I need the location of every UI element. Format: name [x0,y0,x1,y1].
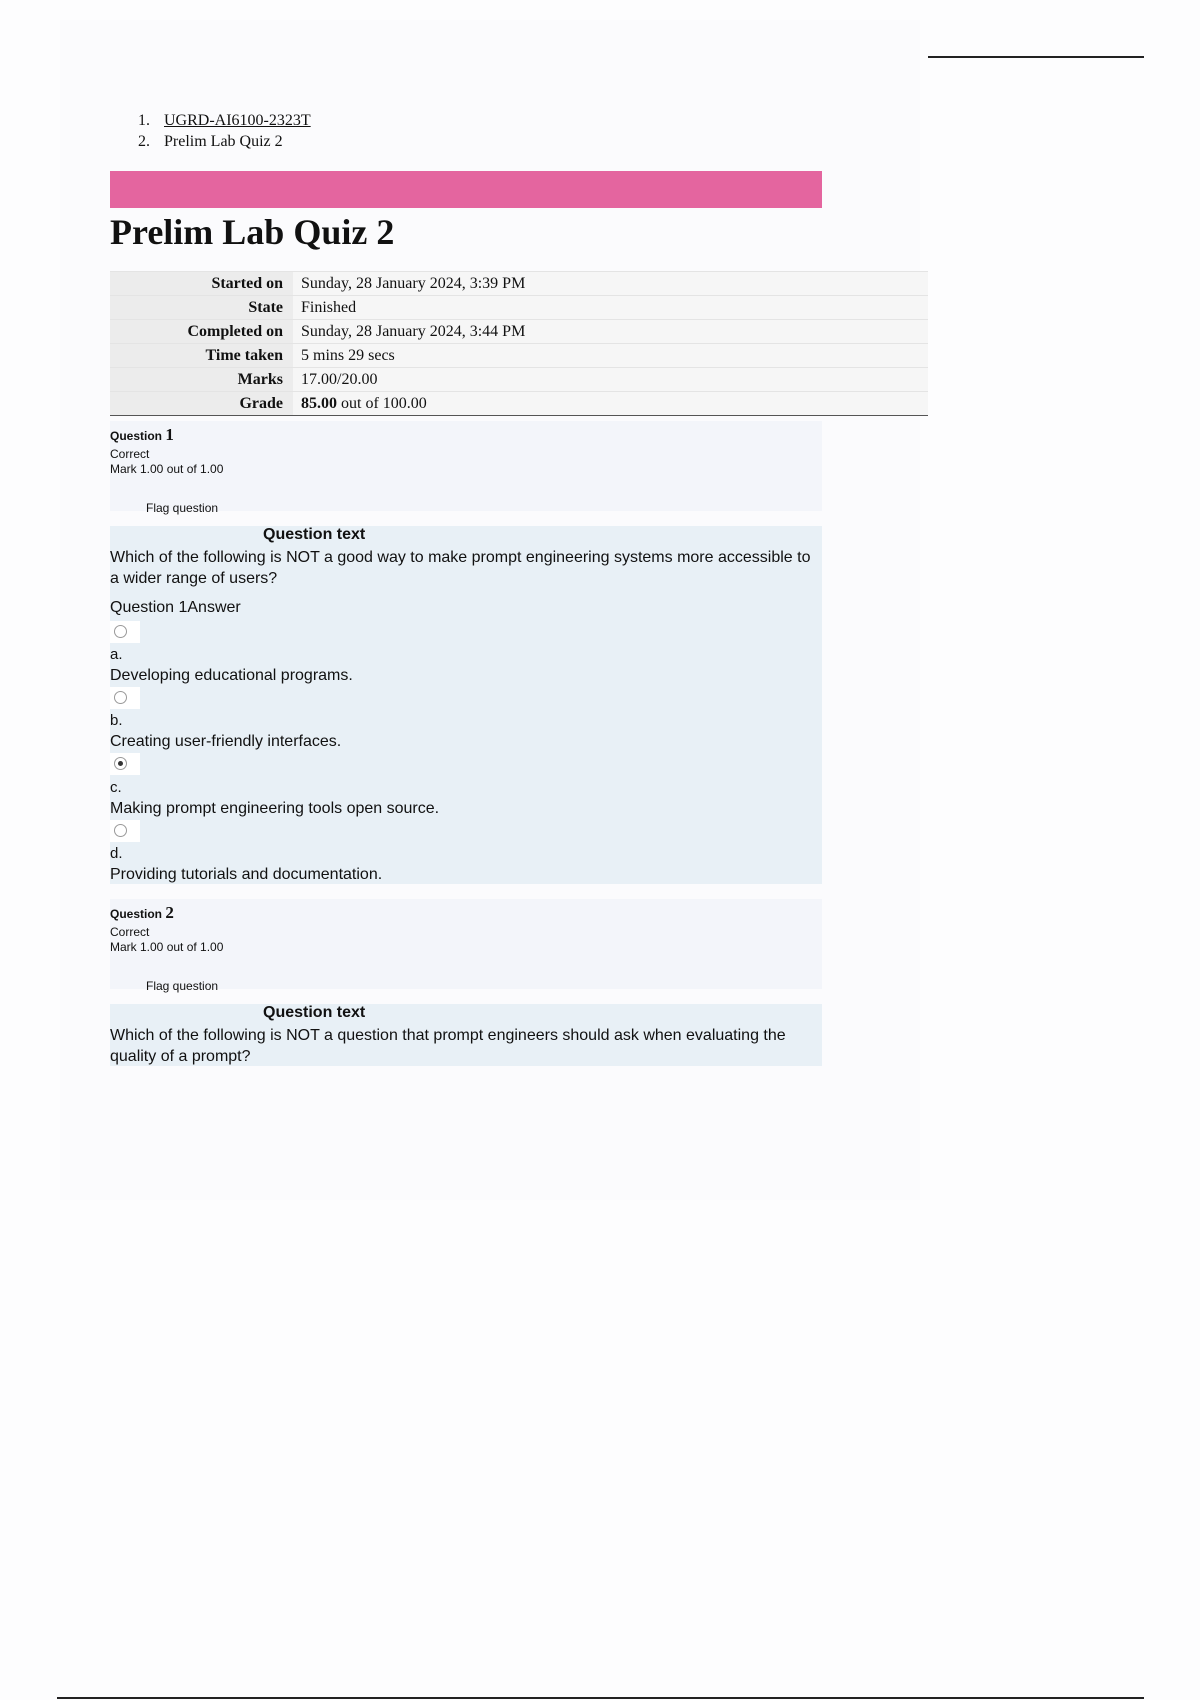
breadcrumb-link-course[interactable]: UGRD-AI6100-2323T [164,112,311,129]
question-content-2 [110,1004,822,1066]
summary-label: Time taken [110,344,293,368]
option-a-letter: a. [110,646,123,663]
summary-row-started [110,272,928,296]
question-state: Correct [110,447,150,461]
summary-row-marks [110,368,928,392]
header-rule [928,56,1144,58]
question-text: Which of the following is NOT a question that prompt engineers should ask when evaluating the quality of a prompt? [110,1027,786,1065]
radio-selected-icon [114,757,127,770]
question-content-1 [110,526,822,884]
option-c-letter: c. [110,779,122,796]
summary-label: Completed on [110,320,293,344]
option-a-radio[interactable] [110,621,140,643]
option-d-radio[interactable] [110,820,140,842]
flag-question-link[interactable]: Flag question [146,501,219,515]
grade-score: 85.00 [301,394,337,412]
option-b-radio[interactable] [110,687,140,709]
option-b-text: Creating user-friendly interfaces. [110,733,342,750]
question-number-value: 2 [165,903,174,922]
question-number-value: 1 [165,425,174,444]
summary-row-completed [110,320,928,344]
question-number [110,903,174,923]
option-c-radio[interactable] [110,753,140,775]
header-banner [110,171,822,208]
breadcrumb-number: 1. [138,112,150,129]
question-text-heading: Question text [263,526,366,543]
page-title: Prelim Lab Quiz 2 [110,212,395,252]
summary-label: State [110,296,293,320]
option-d-letter: d. [110,845,123,862]
question-info-2 [110,899,822,993]
question-number [110,425,174,445]
summary-label: Started on [110,272,293,296]
breadcrumb [138,110,311,152]
grade-out-of: out of 100.00 [337,394,427,412]
option-b-letter: b. [110,712,123,729]
summary-value: Sunday, 28 January 2024, 3:39 PM [293,272,928,296]
attempt-summary-table [110,271,928,416]
summary-value [293,392,928,416]
question-label: Question [110,907,163,921]
summary-value: 17.00/20.00 [293,368,928,392]
summary-row-grade [110,392,928,416]
option-d-text: Providing tutorials and documentation. [110,866,383,883]
question-info-1 [110,421,822,515]
summary-value: Sunday, 28 January 2024, 3:44 PM [293,320,928,344]
flag-question-link[interactable]: Flag question [146,979,219,993]
option-a-text: Developing educational programs. [110,667,353,684]
breadcrumb-item-quiz [138,131,311,152]
question-text: Which of the following is NOT a good way to make prompt engineering systems more accessible to a wider range of users? [110,549,811,587]
breadcrumb-number: 2. [138,133,150,150]
summary-row-state [110,296,928,320]
question-label: Question [110,429,163,443]
answer-heading: Question 1Answer [110,599,241,616]
breadcrumb-current: Prelim Lab Quiz 2 [164,133,283,150]
radio-circle-icon [114,824,127,837]
question-mark: Mark 1.00 out of 1.00 [110,462,224,476]
question-text-heading: Question text [263,1004,366,1021]
breadcrumb-item-course [138,110,311,131]
summary-row-time-taken [110,344,928,368]
summary-value: 5 mins 29 secs [293,344,928,368]
radio-circle-icon [114,625,127,638]
question-mark: Mark 1.00 out of 1.00 [110,940,224,954]
summary-label: Marks [110,368,293,392]
summary-label: Grade [110,392,293,416]
summary-value: Finished [293,296,928,320]
option-c-text: Making prompt engineering tools open source. [110,800,440,817]
footer-rule [57,1697,1144,1699]
radio-circle-icon [114,691,127,704]
question-state: Correct [110,925,150,939]
